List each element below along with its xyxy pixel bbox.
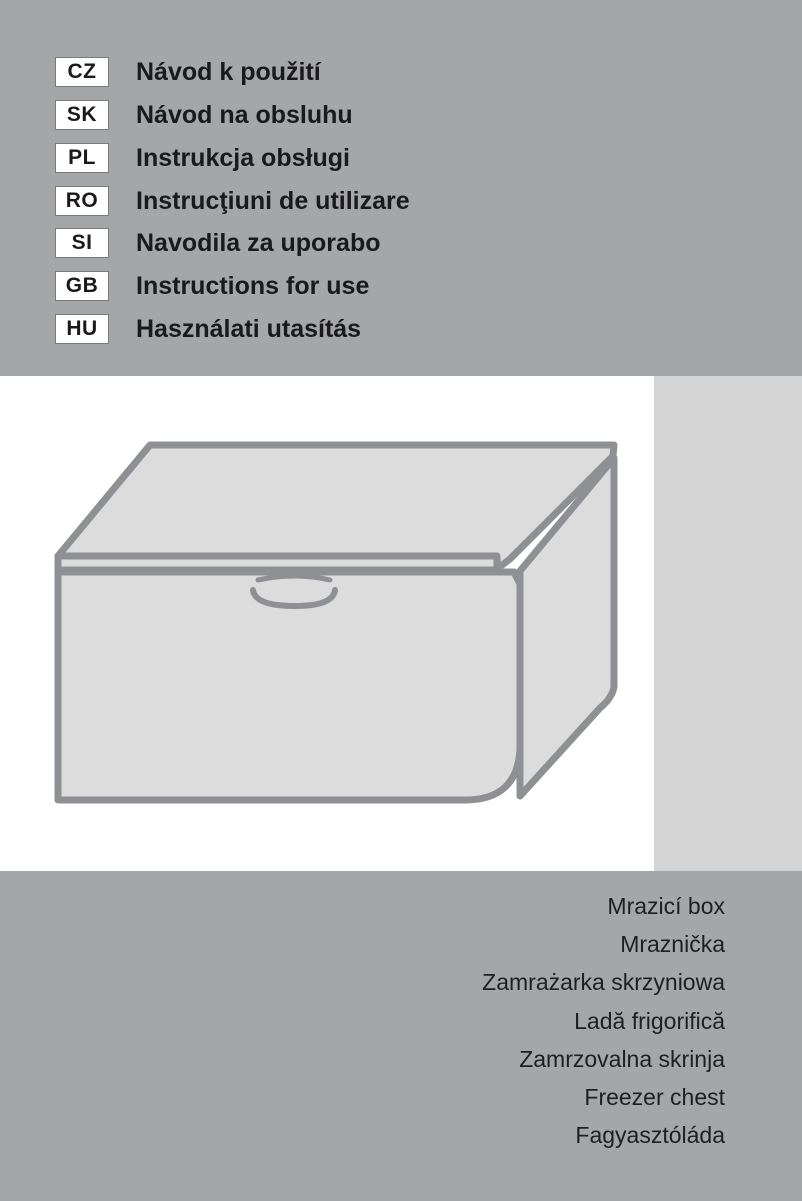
language-title: Instrucţiuni de utilizare	[136, 186, 410, 215]
product-name-ro: Ladă frigorifică	[574, 1007, 725, 1034]
freezer-lid-top	[58, 445, 614, 569]
product-name-si: Zamrzovalna skrinja	[519, 1045, 725, 1072]
language-row-sk	[55, 99, 353, 131]
freezer-lid-front	[58, 556, 497, 570]
product-name-cz: Mrazicí box	[607, 893, 725, 919]
product-name-sk: Mraznička	[620, 931, 725, 958]
language-code-badge: SI	[55, 228, 109, 258]
language-title: Návod k použití	[136, 57, 321, 86]
language-code-badge: SK	[55, 100, 109, 130]
product-name-gb: Freezer chest	[584, 1084, 725, 1111]
language-row-gb	[55, 270, 369, 302]
product-name-hu: Fagyasztóláda	[575, 1122, 725, 1149]
language-title: Használati utasítás	[136, 314, 362, 343]
side-strip	[654, 376, 802, 871]
language-title: Návod na obsluhu	[136, 100, 353, 129]
language-row-si	[55, 227, 380, 259]
language-code-badge: GB	[55, 271, 109, 301]
language-header-band	[0, 0, 802, 376]
language-title: Navodila za uporabo	[136, 228, 381, 257]
product-name-list	[482, 887, 725, 1154]
language-row-cz	[55, 56, 321, 88]
language-title: Instrukcja obsługi	[136, 143, 350, 172]
language-code-badge: PL	[55, 143, 109, 173]
language-code-badge: CZ	[55, 57, 109, 87]
language-row-hu	[55, 313, 361, 345]
language-row-pl	[55, 142, 350, 174]
language-code-badge: HU	[55, 314, 109, 344]
language-title: Instructions for use	[136, 271, 370, 300]
language-row-ro	[55, 185, 410, 217]
product-name-band	[0, 871, 802, 1201]
illustration-band	[0, 376, 802, 871]
product-name-pl: Zamrażarka skrzyniowa	[482, 969, 725, 996]
language-code-badge: RO	[55, 186, 109, 216]
freezer-chest-illustration	[0, 376, 654, 871]
